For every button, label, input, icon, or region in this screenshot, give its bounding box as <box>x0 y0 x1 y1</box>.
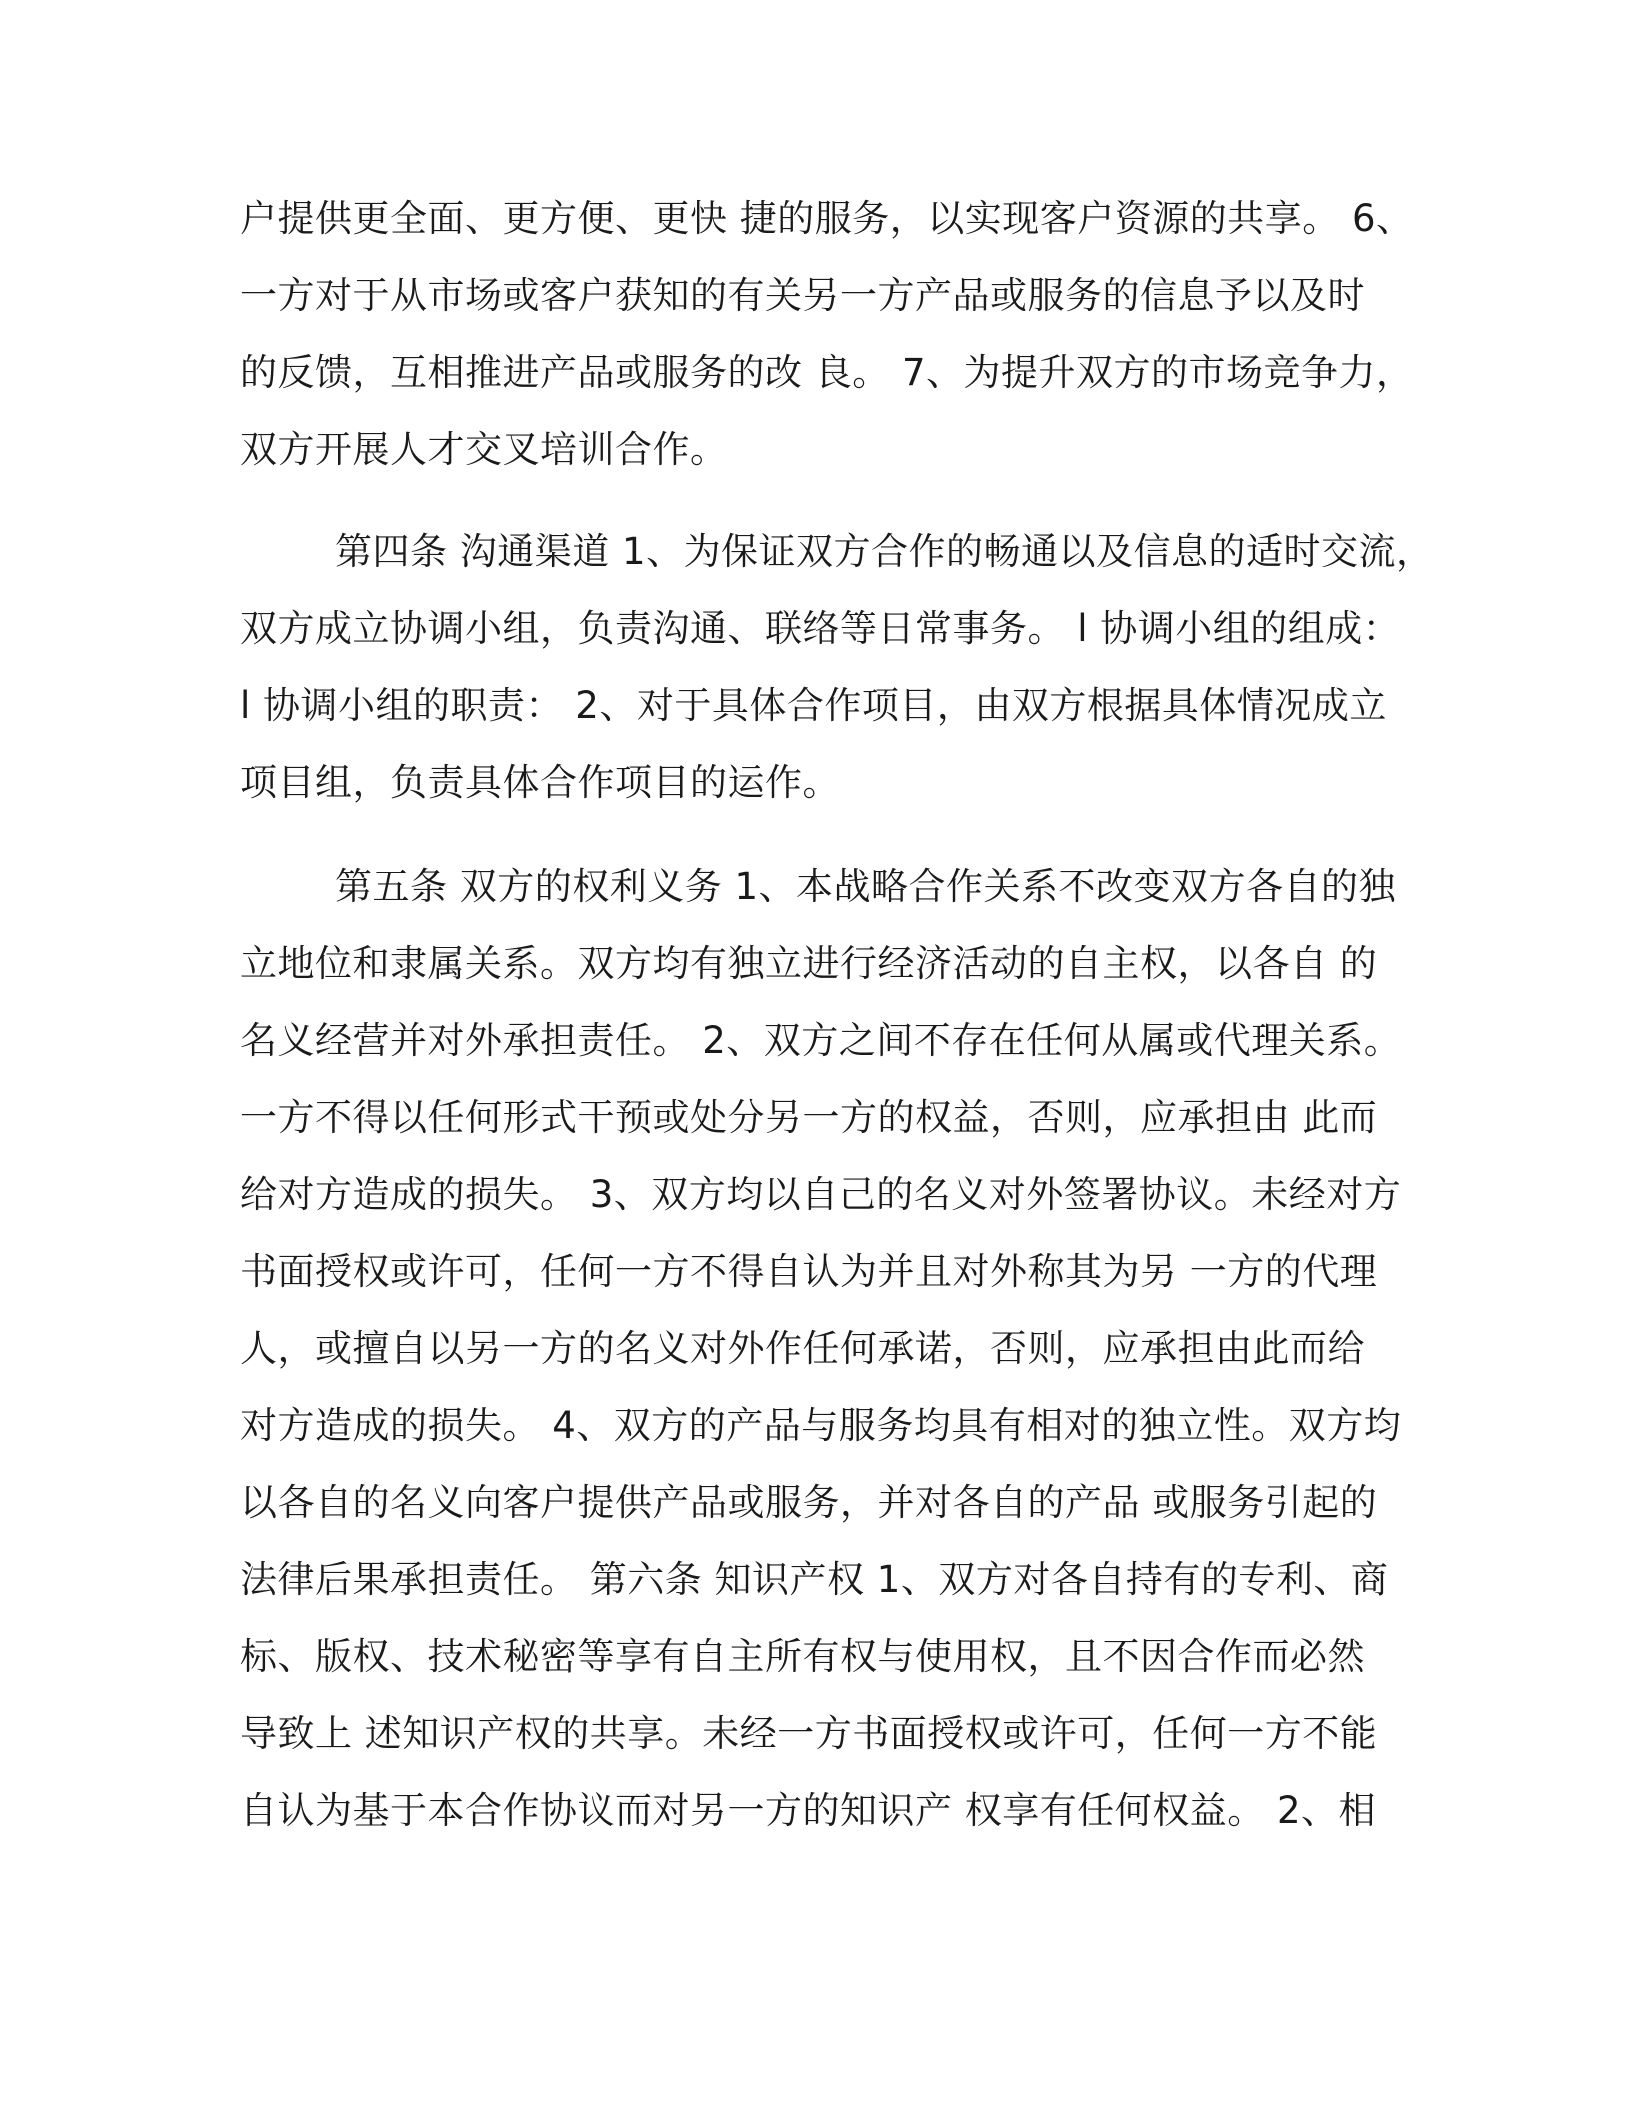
text-line-indented: 第四条 沟通渠道 1、为保证双方合作的畅通以及信息的适时交流， <box>335 530 1434 573</box>
text-line: 名义经营并对外承担责任。 2、双方之间不存在任何从属或代理关系。 <box>240 1019 1402 1062</box>
text-line: 项目组，负责具体合作项目的运作。 <box>240 761 840 804</box>
text-line: 书面授权或许可，任何一方不得自认为并且对外称其为另 一方的代理 <box>240 1250 1378 1293</box>
text-line: 给对方造成的损失。 3、双方均以自己的名义对外签署协议。未经对方 <box>240 1173 1402 1216</box>
text-line: 的反馈，互相推进产品或服务的改 良。 7、为提升双方的市场竞争力， <box>240 351 1414 394</box>
text-line: l 协调小组的职责： 2、对于具体合作项目，由双方根据具体情况成立 <box>240 684 1387 727</box>
text-line: 对方造成的损失。 4、双方的产品与服务均具有相对的独立性。双方均 <box>240 1404 1402 1447</box>
text-line: 导致上 述知识产权的共享。未经一方书面授权或许可，任何一方不能 <box>240 1712 1378 1755</box>
text-line: 一方不得以任何形式干预或处分另一方的权益，否则，应承担由 此而 <box>240 1096 1378 1139</box>
paragraph-article-4 <box>240 513 1434 821</box>
paragraph-cooperation-content <box>240 180 1414 488</box>
text-line: 标、版权、技术秘密等享有自主所有权与使用权，且不因合作而必然 <box>240 1635 1365 1678</box>
text-line: 双方成立协调小组，负责沟通、联络等日常事务。 l 协调小组的组成： <box>240 607 1401 650</box>
text-line: 人，或擅自以另一方的名义对外作任何承诺，否则，应承担由此而给 <box>240 1327 1365 1370</box>
text-line: 一方对于从市场或客户获知的有关另一方产品或服务的信息予以及时 <box>240 274 1365 317</box>
paragraph-article-5 <box>240 848 1400 1849</box>
text-line: 以各自的名义向客户提供产品或服务，并对各自的产品 或服务引起的 <box>240 1481 1378 1524</box>
text-line-indented: 第五条 双方的权利义务 1、本战略合作关系不改变双方各自的独 <box>335 865 1397 908</box>
text-line: 户提供更全面、更方便、更快 捷的服务，以实现客户资源的共享。 6、 <box>240 197 1414 240</box>
text-line: 法律后果承担责任。 第六条 知识产权 1、双方对各自持有的专利、商 <box>240 1558 1389 1601</box>
text-line: 双方开展人才交叉培训合作。 <box>240 428 728 471</box>
text-line: 立地位和隶属关系。双方均有独立进行经济活动的自主权，以各自 的 <box>240 942 1378 985</box>
text-line: 自认为基于本合作协议而对另一方的知识产 权享有任何权益。 2、相 <box>240 1789 1377 1832</box>
